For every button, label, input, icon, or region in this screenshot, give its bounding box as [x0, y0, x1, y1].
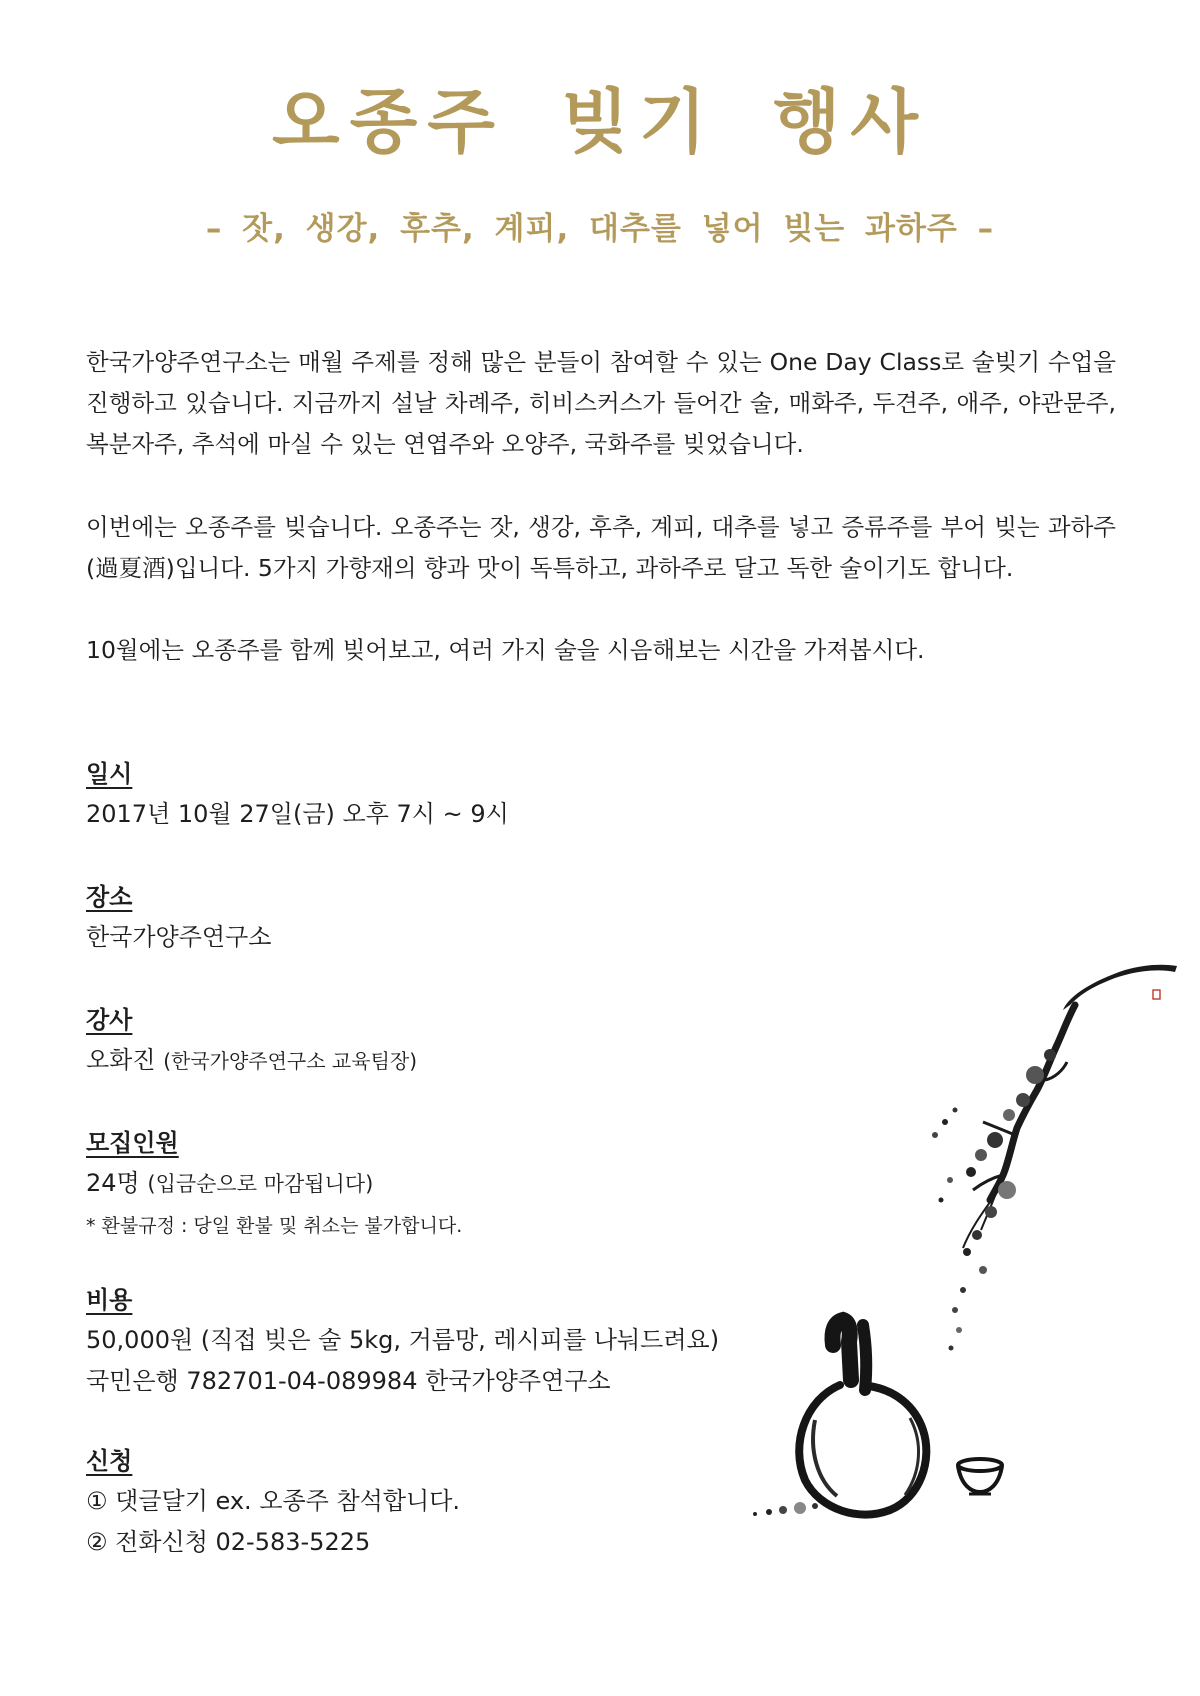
- ink-painting-plum-branch-and-liquor-bottle-icon: [745, 950, 1185, 1550]
- capacity-note: (입금순으로 마감됩니다): [147, 1172, 374, 1196]
- event-title: 오종주 빚기 행사: [271, 81, 929, 163]
- capacity-heading: 모집인원: [86, 1129, 179, 1157]
- apply-section: [86, 1444, 766, 1563]
- datetime-value: 2017년 10월 27일(금) 오후 7시 ~ 9시: [86, 800, 509, 828]
- instructor-section: [86, 1003, 766, 1082]
- instructor-role: (한국가양주연구소 교육팀장): [163, 1049, 418, 1073]
- capacity-section: [86, 1126, 766, 1243]
- place-section: [86, 880, 766, 958]
- apply-heading: 신청: [86, 1447, 133, 1475]
- apply-option-comment: ① 댓글달기 ex. 오종주 참석합니다.: [86, 1487, 461, 1515]
- capacity-line: [86, 1163, 766, 1205]
- cost-heading: 비용: [86, 1286, 133, 1314]
- bank-account: 국민은행 782701-04-089984 한국가양주연구소: [86, 1367, 611, 1395]
- intro-paragraph-2: 이번에는 오종주를 빚습니다. 오종주는 잣, 생강, 후추, 계피, 대추를 넣고 증류주를 부어 빚는 과하주(過夏酒)입니다. 5가지 가향재의 향과 맛이 독특하고, 과하주로 달고 독한 술이기도 합니다.: [86, 513, 1116, 582]
- place-heading: 장소: [86, 883, 133, 911]
- datetime-heading: 일시: [86, 760, 133, 788]
- place-value: 한국가양주연구소: [86, 923, 272, 951]
- instructor-heading: 강사: [86, 1006, 133, 1034]
- apply-option-phone: ② 전화신청 02-583-5225: [86, 1528, 371, 1556]
- event-subtitle: – 잣, 생강, 후추, 계피, 대추를 넣어 빚는 과하주 –: [205, 211, 995, 247]
- intro-paragraph-1: 한국가양주연구소는 매월 주제를 정해 많은 분들이 참여할 수 있는 One Day Class로 술빚기 수업을 진행하고 있습니다. 지금까지 설날 차례주, 히비스커스가 들어간 술, 매화주, 두견주, 애주, 야관문주, 복분자주, 추석에 마실 수 있는 연엽주와 오양주, 국화주를 빚었습니다.: [86, 348, 1116, 458]
- datetime-section: [86, 757, 766, 835]
- refund-policy-note: * 환불규정 : 당일 환불 및 취소는 불가합니다.: [86, 1215, 463, 1237]
- capacity-count: 24명: [86, 1169, 140, 1197]
- cost-value: 50,000원 (직접 빚은 술 5kg, 거름망, 레시피를 나눠드려요): [86, 1326, 720, 1354]
- cost-section: [86, 1283, 766, 1402]
- intro-paragraph-3: 10월에는 오종주를 함께 빚어보고, 여러 가지 술을 시음해보는 시간을 가져봅시다.: [86, 636, 925, 664]
- instructor-line: [86, 1040, 766, 1082]
- instructor-name: 오화진: [86, 1046, 156, 1074]
